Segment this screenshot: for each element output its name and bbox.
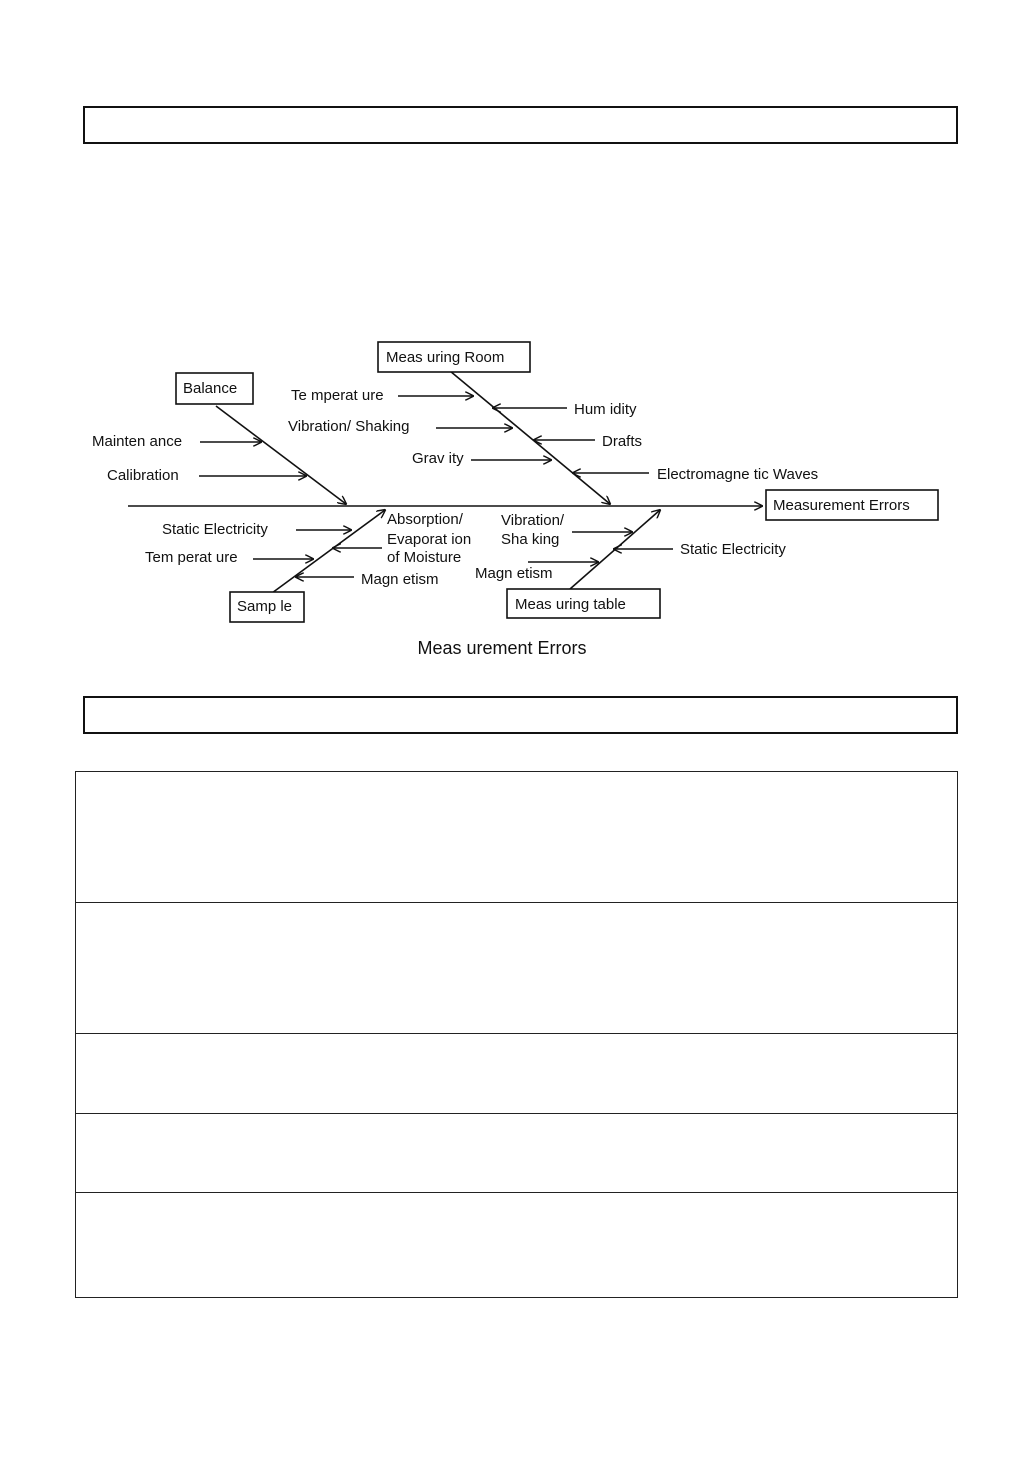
diagram-caption: Meas urement Errors (417, 638, 587, 658)
cause-label: Absorption/ (387, 511, 463, 528)
cause-label: Evaporat ion (387, 531, 472, 548)
measuring-room-label: Meas uring Room (386, 349, 505, 366)
cause-label: Magn etism (475, 565, 553, 582)
cause-label: Electromagne tic Waves (657, 466, 819, 483)
cause-label: Sha king (501, 531, 560, 548)
answer-table (75, 771, 958, 1298)
bone-measuring-room (450, 371, 610, 504)
cause-label: Static Electricity (162, 521, 268, 538)
table-row-divider (76, 1192, 957, 1193)
cause-label: Static Electricity (680, 541, 786, 558)
cause-label: Grav ity (412, 450, 464, 467)
cause-label: Hum idity (574, 401, 637, 418)
cause-label: Calibration (107, 467, 179, 484)
cause-label: of Moisture (387, 549, 462, 566)
fishbone-diagram (0, 0, 1033, 700)
sample-label: Samp le (237, 598, 293, 615)
cause-label: Te mperat ure (291, 387, 384, 404)
table-row-divider (76, 902, 957, 903)
table-row-divider (76, 1113, 957, 1114)
cause-label: Vibration/ (501, 512, 565, 529)
cause-label: Magn etism (361, 571, 439, 588)
cause-label: Vibration/ Shaking (288, 418, 410, 435)
cause-label: Tem perat ure (145, 549, 238, 566)
answer-section-box (83, 696, 958, 734)
table-row-divider (76, 1033, 957, 1034)
cause-label: Mainten ance (92, 433, 183, 450)
balance-label: Balance (183, 380, 238, 397)
effect-label: Measurement Errors (773, 497, 910, 514)
measuring-table-label: Meas uring table (515, 596, 626, 613)
cause-label: Drafts (602, 433, 643, 450)
